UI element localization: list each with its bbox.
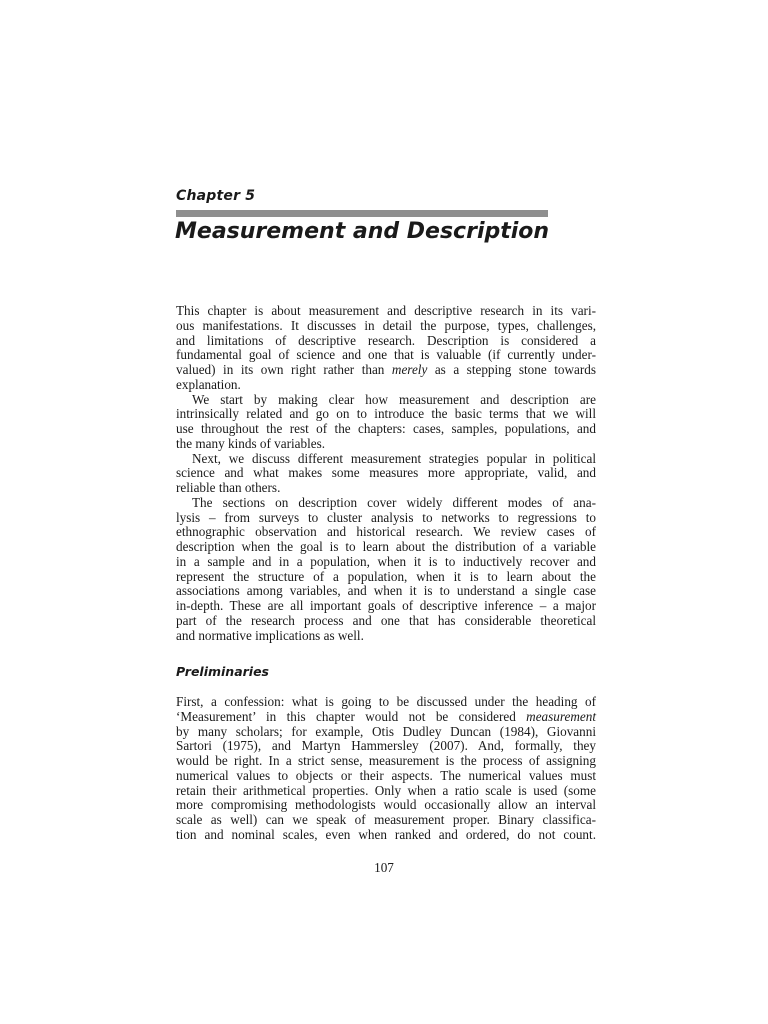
text-line: use throughout the rest of the chapters: cases, samples, populations, and <box>176 421 596 436</box>
text-run: ‘Measurement’ in this chapter would not be considered <box>176 708 527 724</box>
text-line: reliable than others. <box>176 480 281 495</box>
text-line: The sections on description cover widely different modes of ana- <box>192 494 596 510</box>
chapter-title: Measurement and Description <box>175 219 550 244</box>
text-line: would be right. In a strict sense, measurement is the process of assigning <box>176 753 596 768</box>
text-line: lysis – from surveys to cluster analysis to networks to regressions to <box>176 509 596 525</box>
text-line: intrinsically related and go on to introduce the basic terms that we will <box>176 406 596 422</box>
text-line: associations among variables, and when it is to understand a single case <box>176 583 596 599</box>
page-number: 107 <box>374 860 394 875</box>
intro-text <box>176 304 596 643</box>
intro-paragraph-1 <box>176 304 596 393</box>
preliminaries-text <box>176 695 596 843</box>
text-line: retain their arithmetical properties. Only when a ratio scale is used (some <box>176 782 596 798</box>
text-line: Sartori (1975), and Martyn Hammersley (2007). And, formally, they <box>176 738 596 754</box>
text-line: numerical values to objects or their aspects. The numerical values must <box>176 767 596 783</box>
text-line: more compromising methodologists would occasionally allow an interval <box>176 797 596 813</box>
intro-paragraph-3 <box>176 452 596 496</box>
emphasis-merely: merely <box>391 362 428 377</box>
text-line <box>176 710 596 725</box>
emphasis-measurement: measurement <box>526 708 596 724</box>
chapter-rule <box>176 210 548 217</box>
chapter-label: Chapter 5 <box>176 188 256 204</box>
text-line: by many scholars; for example, Otis Dudley Duncan (1984), Giovanni <box>176 723 596 739</box>
text-line: ethnographic observation and historical research. We review cases of <box>176 524 596 540</box>
text-line: scale as well) can we speak of measurement proper. Binary classifica- <box>176 812 596 827</box>
text-line: fundamental goal of science and one that is valuable (if currently under- <box>176 347 596 363</box>
text-line: represent the structure of a population, when it is to learn about the <box>176 568 596 584</box>
text-line: First, a confession: what is going to be discussed under the heading of <box>176 694 596 709</box>
text-line: ous manifestations. It discusses in detail the purpose, types, challenges, <box>176 317 596 333</box>
text-line: and normative implications as well. <box>176 627 364 643</box>
text-line: description when the goal is to learn about the distribution of a variable <box>176 539 596 554</box>
text-line: part of the research process and one that has considerable theoretical <box>176 612 596 628</box>
text-line: We start by making clear how measurement and description are <box>192 391 596 407</box>
text-line: Next, we discuss different measurement strategies popular in political <box>192 450 596 466</box>
text-line: This chapter is about measurement and descriptive research in its vari- <box>176 303 596 318</box>
text-line: tion and nominal scales, even when ranked and ordered, do not count. <box>176 826 596 842</box>
text-run: valued) in its own right rather than <box>176 362 392 377</box>
text-line: and limitations of descriptive research. Description is considered a <box>176 332 596 348</box>
intro-paragraph-2 <box>176 393 596 452</box>
text-run: as a stepping stone towards <box>427 362 596 377</box>
section-heading-preliminaries: Preliminaries <box>176 664 269 679</box>
text-line: in-depth. These are all important goals of descriptive inference – a major <box>176 598 596 613</box>
intro-paragraph-4 <box>176 496 596 644</box>
text-line: in a sample and in a population, when it is to inductively recover and <box>176 553 596 569</box>
text-line: explanation. <box>176 376 241 392</box>
text-line: the many kinds of variables. <box>176 435 326 451</box>
text-line: science and what makes some measures more appropriate, valid, and <box>176 465 596 481</box>
text-line <box>176 363 596 378</box>
